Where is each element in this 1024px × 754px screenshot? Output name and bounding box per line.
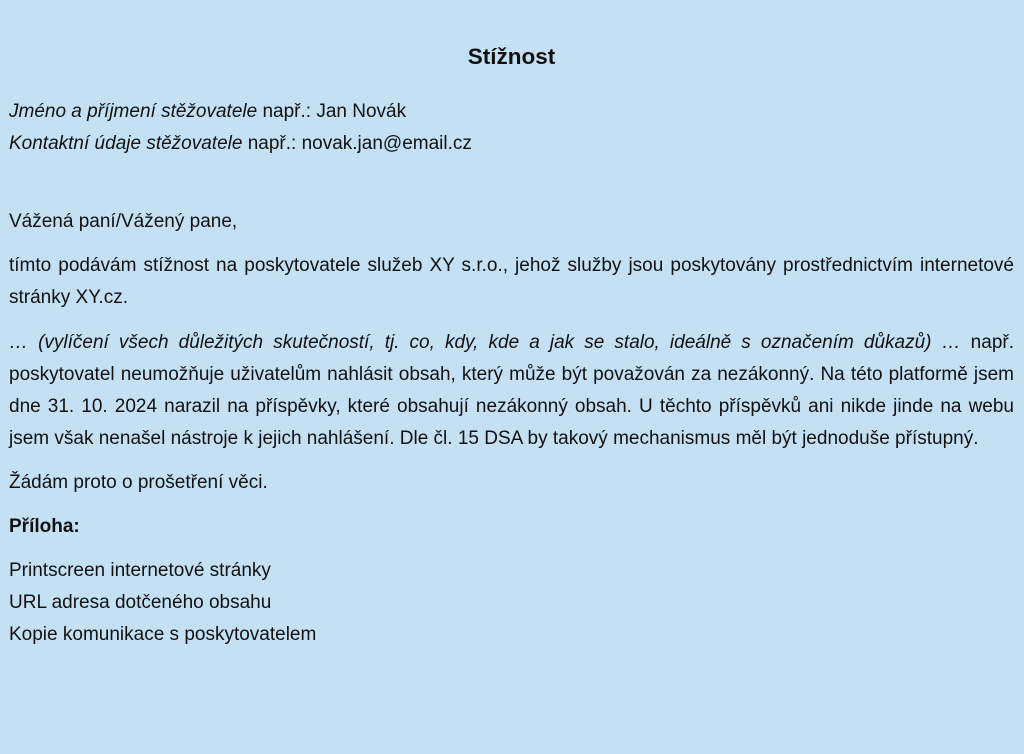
complainant-name-example: např.: Jan Novák bbox=[257, 101, 407, 122]
attachment-item: Printscreen internetové stránky bbox=[9, 560, 271, 581]
facts-paragraph bbox=[9, 327, 1014, 455]
intro-paragraph: tímto podávám stížnost na poskytovatele služeb XY s.r.o., jehož služby jsou poskytovány prostřednictvím internetové stránky XY.cz. bbox=[9, 255, 1014, 308]
request-paragraph: Žádám proto o prošetření věci. bbox=[9, 472, 268, 493]
complainant-contact-example: např.: novak.jan@email.cz bbox=[242, 133, 472, 154]
complainant-name-line bbox=[9, 96, 1014, 128]
complainant-contact-line bbox=[9, 128, 1014, 160]
attachments-list bbox=[9, 555, 1014, 651]
attachments-heading: Příloha: bbox=[9, 516, 80, 537]
complainant-info bbox=[9, 96, 1014, 160]
complainant-contact-label: Kontaktní údaje stěžovatele bbox=[9, 133, 243, 154]
greeting: Vážená paní/Vážený pane, bbox=[9, 211, 238, 232]
document-title: Stížnost bbox=[467, 44, 556, 69]
facts-placeholder: … (vylíčení všech důležitých skutečností, tj. co, kdy, kde a jak se stalo, ideálně s označením důkazů) … bbox=[9, 332, 961, 353]
facts-example: např. poskytovatel neumožňuje uživatelům nahlásit obsah, který může být považován za nezákonný. Na této platformě jsem dne 31. 10. 2024 narazil na příspěvky, které obsahují nezákonný obsah. U těchto příspěvků ani nikde jinde na webu jsem však nenašel nástroje k jejich nahlášení. Dle čl. 15 DSA by takový mechanismus měl být jednoduše přístupný. bbox=[9, 332, 1014, 449]
attachment-item: Kopie komunikace s poskytovatelem bbox=[9, 624, 317, 645]
complainant-name-label: Jméno a příjmení stěžovatele bbox=[9, 101, 258, 122]
attachment-item: URL adresa dotčeného obsahu bbox=[9, 592, 272, 613]
